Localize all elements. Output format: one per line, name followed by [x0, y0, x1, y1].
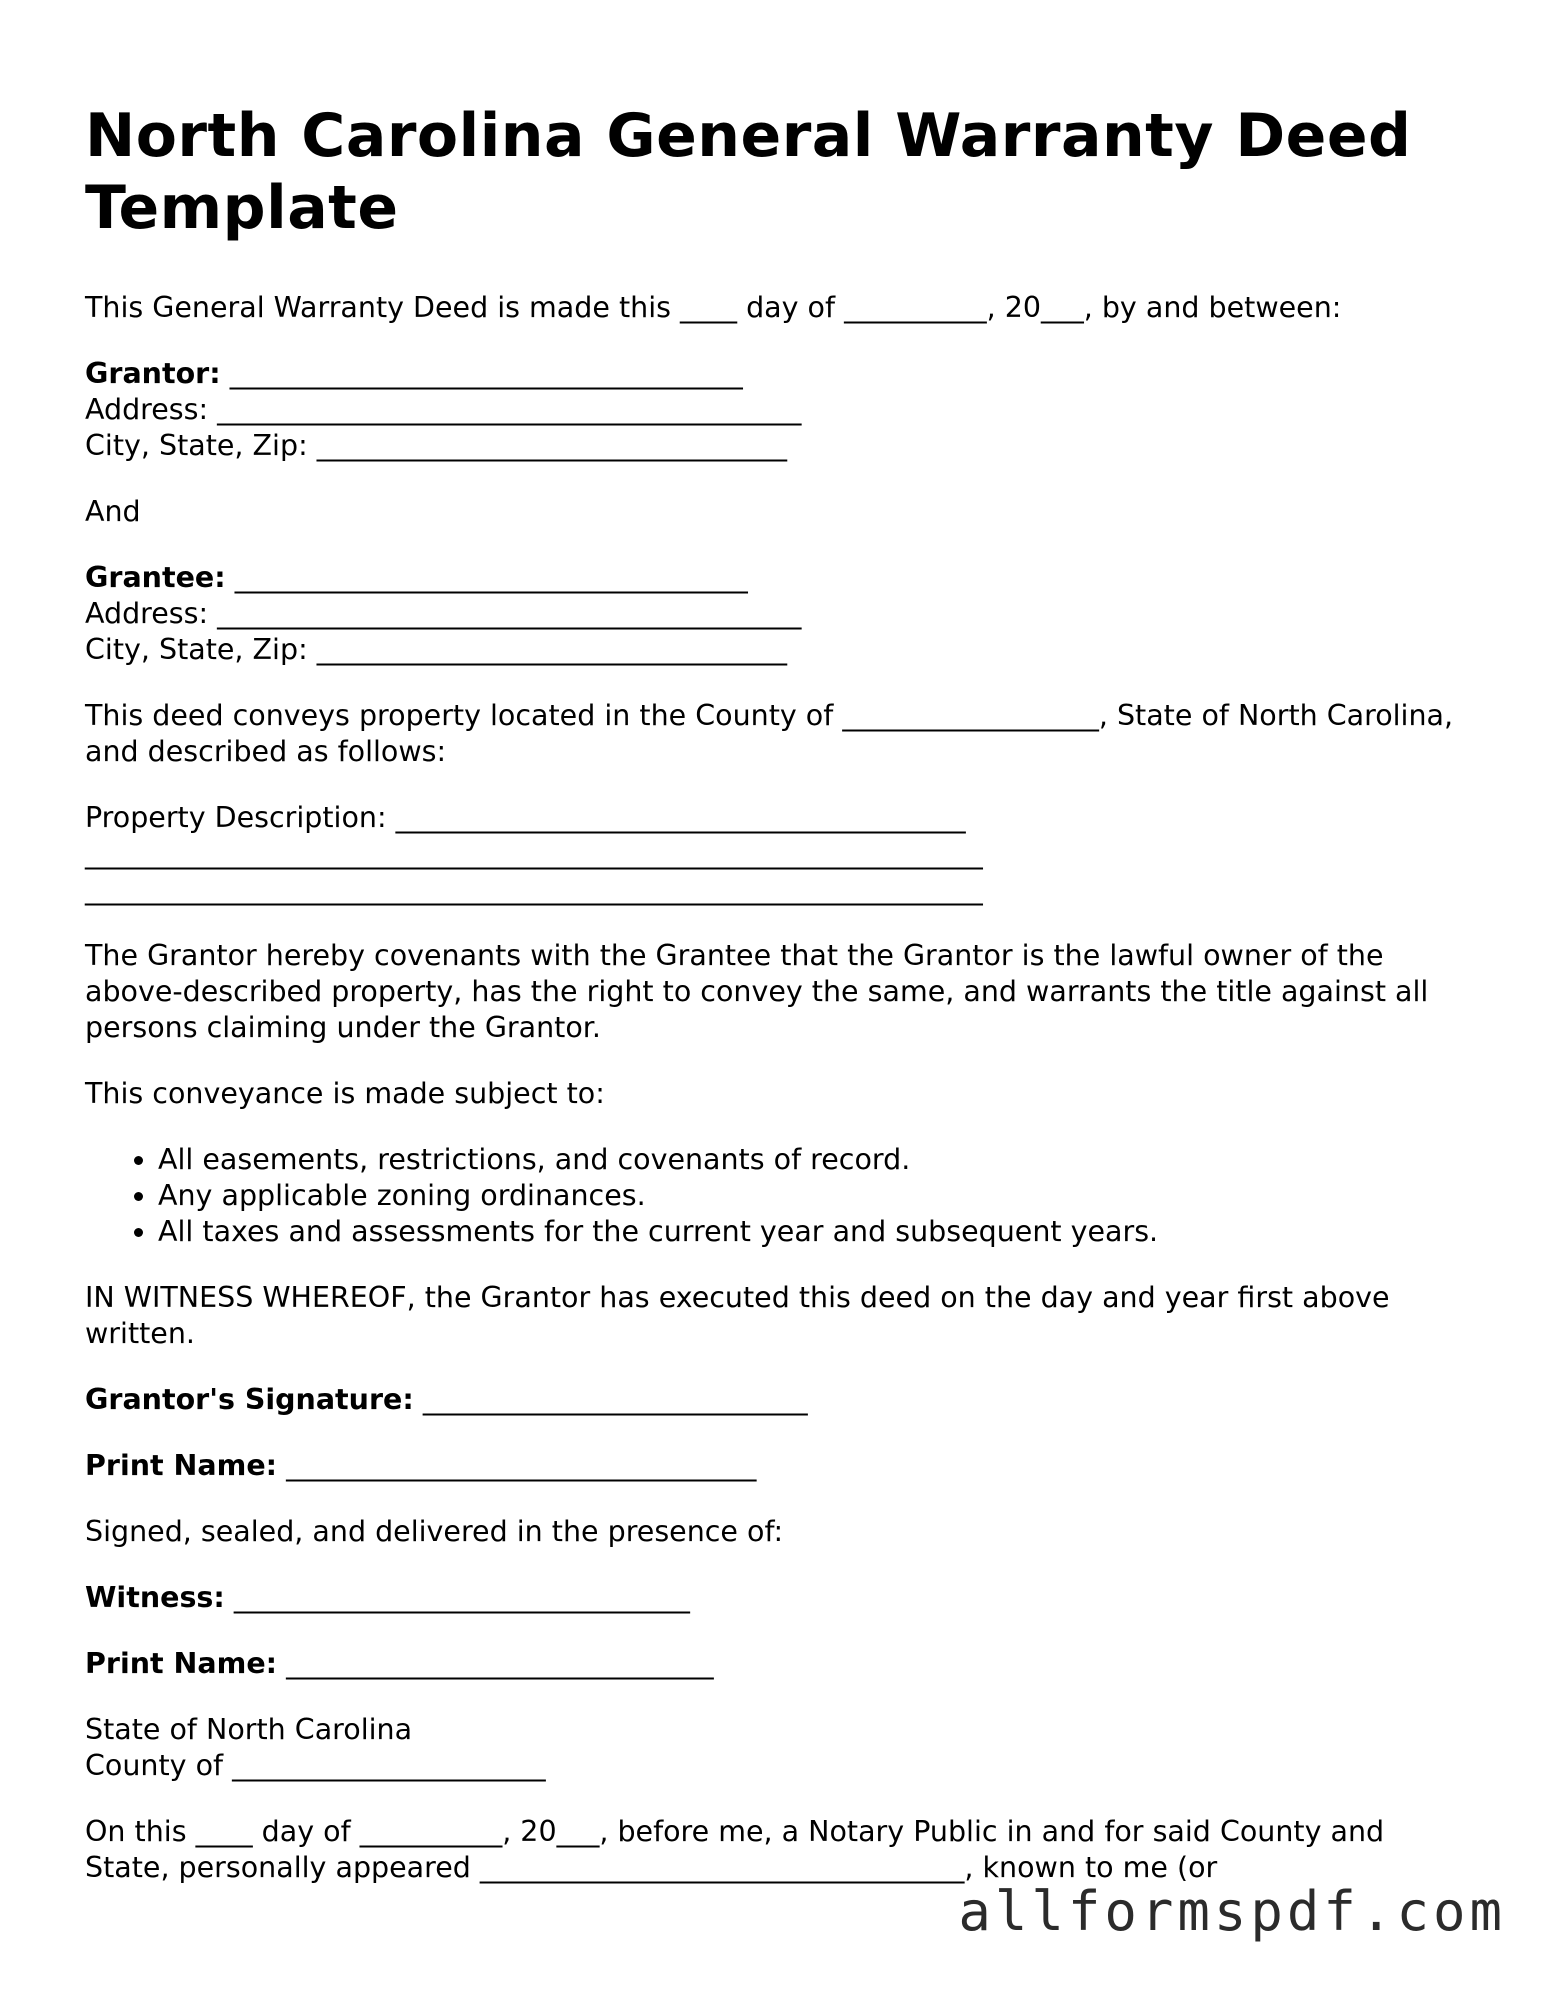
document-page — [85, 100, 1475, 1916]
witness-print-name-blank: ______________________________ — [277, 1647, 714, 1680]
grantee-name-line — [85, 560, 1475, 596]
intro-paragraph: This General Warranty Deed is made this ____ day of __________, 20___, by and between: — [85, 291, 1342, 324]
covenant-paragraph: The Grantor hereby covenants with the Grantee that the Grantor is the lawful owner of the above-described property, has the right to convey the same, and warrants the title against all persons claiming under the Grantor. — [85, 939, 1429, 1044]
property-description-line-3: _______________________________________________________________ — [85, 873, 983, 906]
witness-print-name-line — [85, 1646, 1475, 1682]
grantee-name-blank: ____________________________________ — [225, 561, 748, 594]
notary-state-line: State of North Carolina — [85, 1713, 413, 1746]
list-item: • Any applicable zoning ordinances. — [158, 1178, 1475, 1214]
grantor-signature-label: Grantor's Signature: — [85, 1383, 414, 1416]
notary-venue-block — [85, 1712, 1475, 1784]
signed-sealed-text: Signed, sealed, and delivered in the presence of: — [85, 1515, 784, 1548]
list-item: • All taxes and assessments for the current year and subsequent years. — [158, 1214, 1475, 1250]
property-description-line-1: Property Description: ________________________________________ — [85, 801, 966, 834]
page-title: North Carolina General Warranty Deed Template — [85, 101, 1412, 243]
property-description-line-2: _______________________________________________________________ — [85, 837, 983, 870]
grantor-print-name-line — [85, 1448, 1475, 1484]
grantor-address-line: Address: _________________________________________ — [85, 393, 802, 426]
witness-whereof-paragraph: IN WITNESS WHEREOF, the Grantor has executed this deed on the day and year first above written. — [85, 1281, 1390, 1350]
grantor-name-line — [85, 356, 1475, 392]
grantee-label: Grantee: — [85, 561, 226, 594]
and-text: And — [85, 495, 141, 528]
witness-blank: ________________________________ — [224, 1581, 690, 1614]
grantee-address-line: Address: _________________________________________ — [85, 597, 802, 630]
witness-label: Witness: — [85, 1581, 225, 1614]
grantee-block — [85, 560, 1475, 668]
grantor-signature-blank: ___________________________ — [413, 1383, 808, 1416]
grantor-print-name-label: Print Name: — [85, 1449, 278, 1482]
conveys-paragraph: This deed conveys property located in the County of __________________, State of North Carolina, and described as follows: — [85, 699, 1454, 768]
witness-line — [85, 1580, 1475, 1616]
property-description-block — [85, 800, 1475, 908]
grantor-name-blank: ____________________________________ — [220, 357, 743, 390]
notary-paragraph: On this ____ day of __________, 20___, before me, a Notary Public in and for said County and State, personally appeared __________________________________, known to me (or — [85, 1815, 1385, 1884]
conditions-list — [85, 1142, 1475, 1250]
witness-print-name-label: Print Name: — [85, 1647, 278, 1680]
grantor-print-name-blank: _________________________________ — [277, 1449, 757, 1482]
grantor-signature-line — [85, 1382, 1475, 1418]
list-item: • All easements, restrictions, and covenants of record. — [158, 1142, 1475, 1178]
watermark-logo: allformspdf.com — [958, 1880, 1506, 1943]
grantee-city-line: City, State, Zip: _________________________________ — [85, 633, 787, 666]
grantor-label: Grantor: — [85, 357, 221, 390]
subject-to-text: This conveyance is made subject to: — [85, 1077, 605, 1110]
notary-county-line: County of ______________________ — [85, 1749, 546, 1782]
grantor-city-line: City, State, Zip: _________________________________ — [85, 429, 787, 462]
grantor-block — [85, 356, 1475, 464]
